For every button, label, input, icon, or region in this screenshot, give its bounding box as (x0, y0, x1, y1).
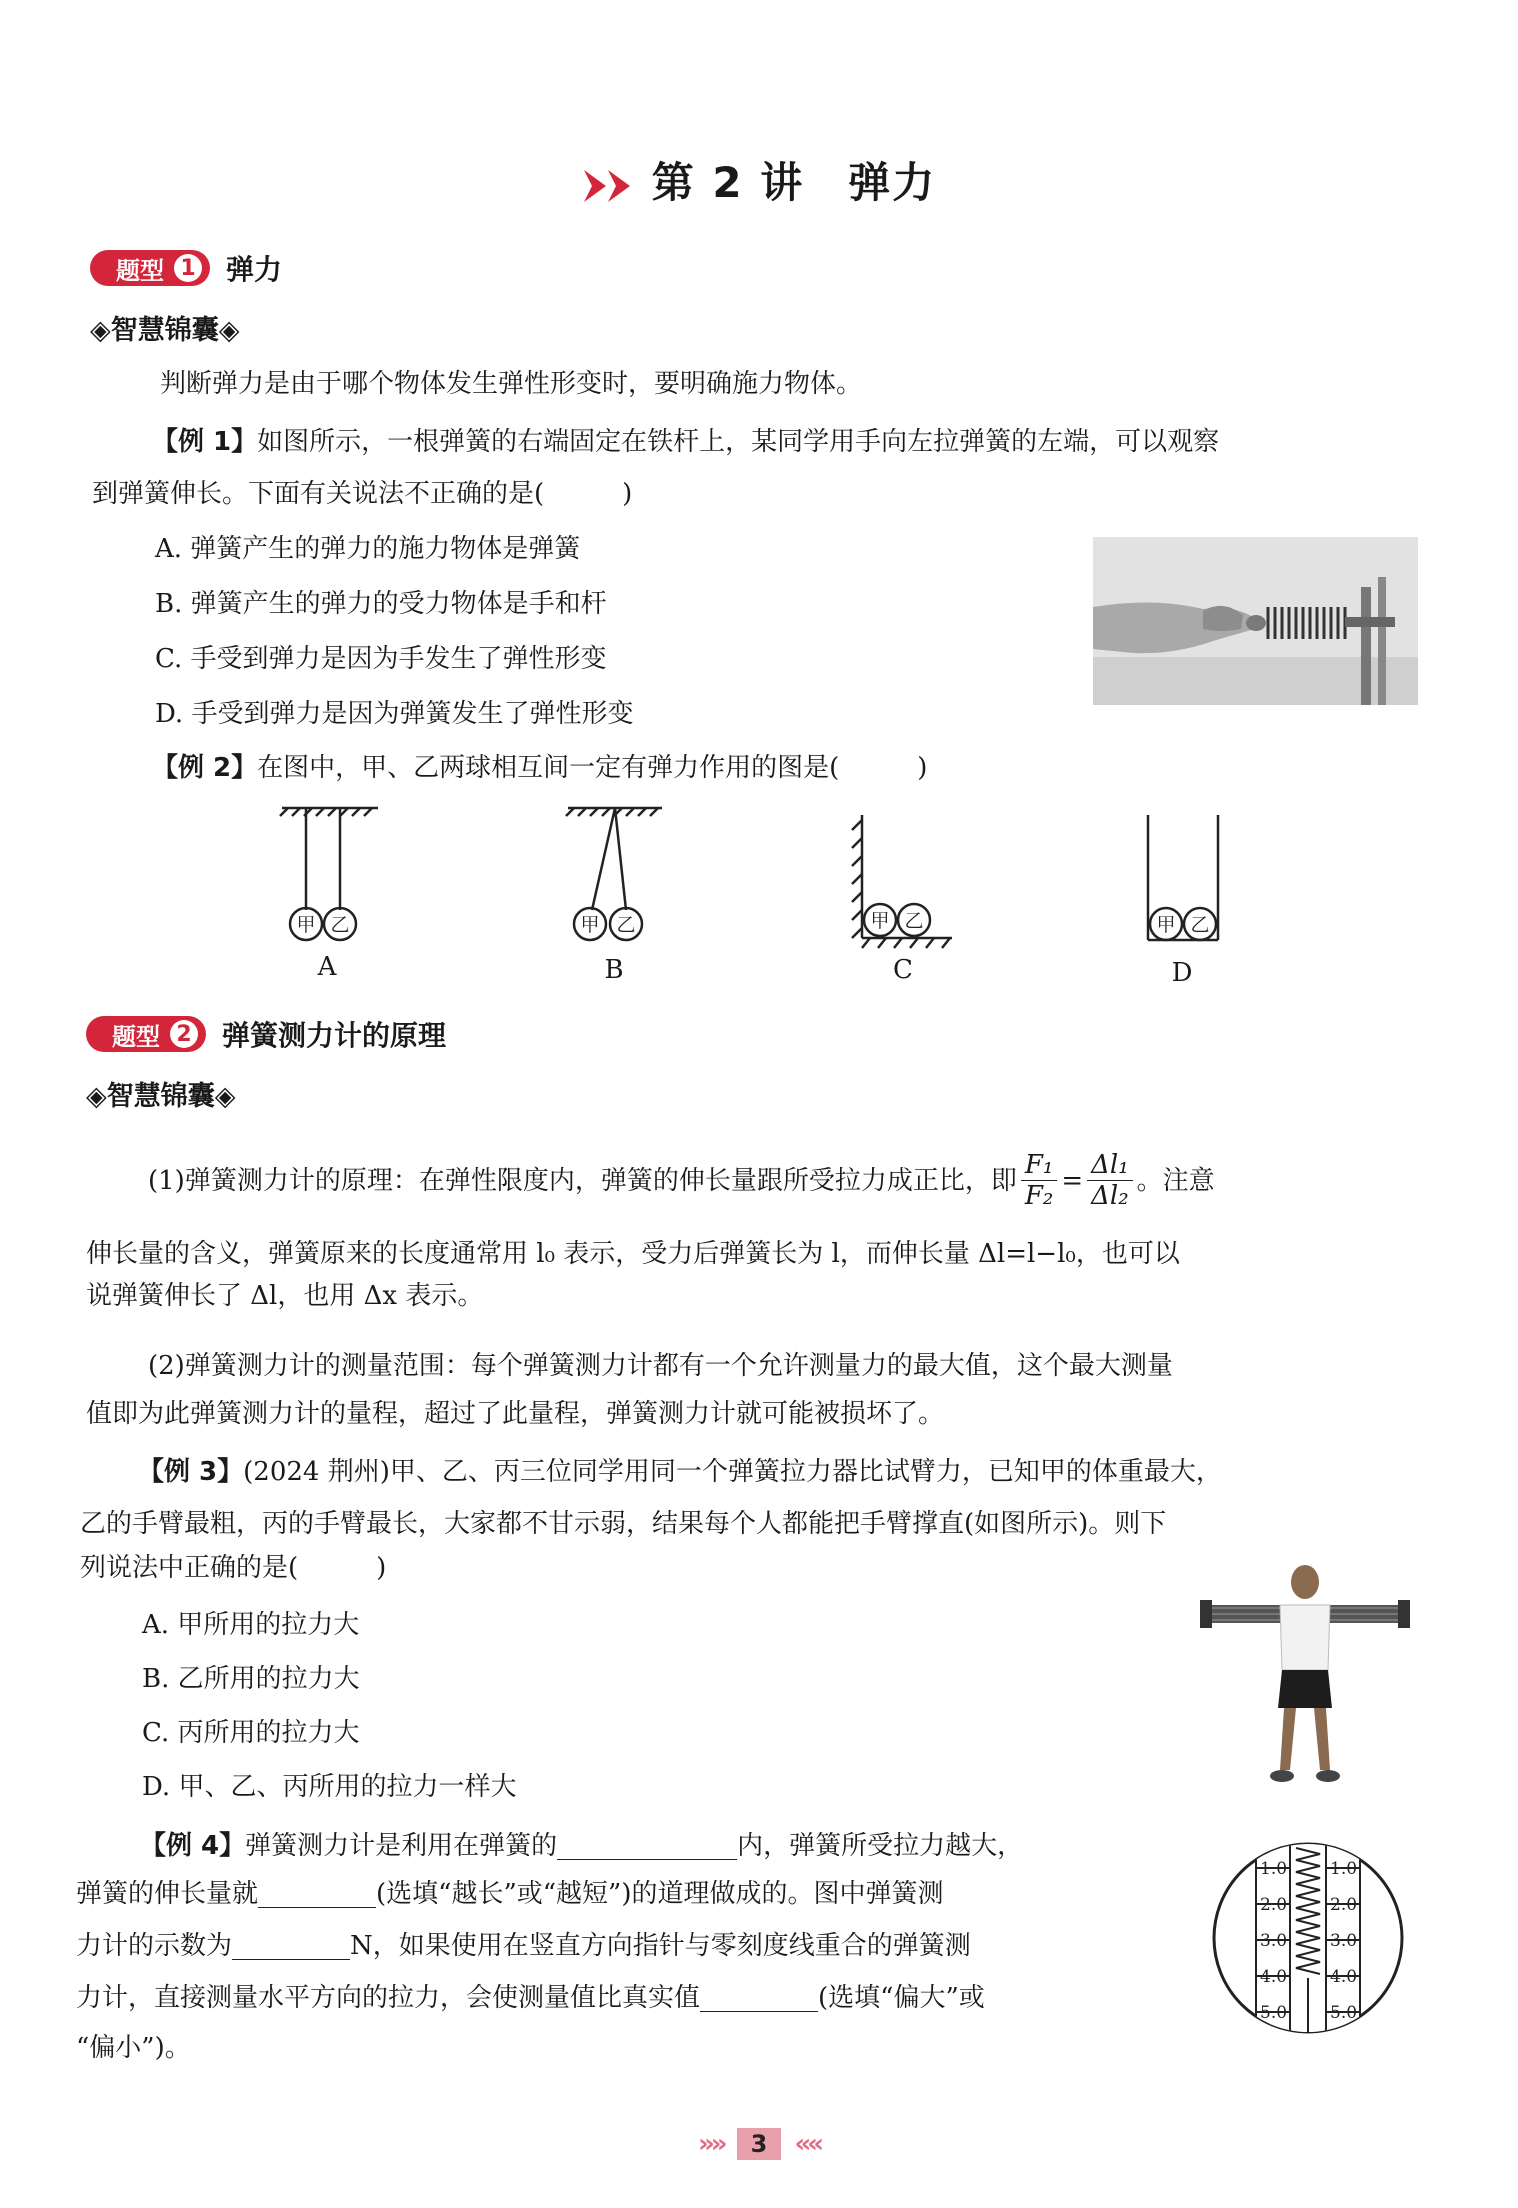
section-title: 弹力 (226, 253, 283, 286)
principle-text: (1)弹簧测力计的原理：在弹性限度内，弹簧的伸长量跟所受拉力成正比，即 (148, 1165, 1017, 1196)
example-text: (2024 荆州)甲、乙、丙三位同学用同一个弹簧拉力器比试臂力，已知甲的体重最大， (243, 1457, 1222, 1487)
page-title (0, 150, 1518, 210)
section-title: 弹簧测力计的原理 (222, 1019, 447, 1052)
ball-label: 甲 (870, 910, 890, 932)
example-label: 【例 4】 (140, 1831, 246, 1861)
example-text: 内，弹簧所受拉力越大， (737, 1831, 1024, 1861)
ball-figures (270, 800, 1270, 950)
example-text: (选填“越长”或“越短”)的道理做成的。图中弹簧测 (376, 1879, 944, 1909)
scale-tick-label: 2.0 (1330, 1895, 1358, 1915)
answer-blank-1[interactable] (557, 1835, 737, 1860)
range-line-2: 值即为此弹簧测力计的量程，超过了此量程，弹簧测力计就可能被损坏了。 (86, 1399, 945, 1429)
section-badge (86, 1016, 206, 1052)
principle-line-2: 伸长量的含义，弹簧原来的长度通常用 l₀ 表示，受力后弹簧长为 l，而伸长量 Δl=l−l₀，也可以 (86, 1239, 1180, 1269)
fraction-numerator: F₁ (1021, 1150, 1057, 1181)
scale-tick-label: 3.0 (1330, 1931, 1358, 1951)
badge-number: 1 (174, 254, 202, 282)
example-3-line-3: 列说法中正确的是( ) (80, 1553, 387, 1583)
tips-title: ◈智慧锦囊◈ (86, 1081, 236, 1112)
badge-number: 2 (170, 1020, 198, 1048)
example-text: 如图所示，一根弹簧的右端固定在铁杆上，某同学用手向左拉弹簧的左端，可以观察 (257, 427, 1220, 457)
title-text: 第 2 讲 弹力 (651, 158, 937, 207)
spring-scale-figure (1208, 1838, 1408, 2038)
scale-tick-label: 5.0 (1330, 2003, 1358, 2023)
example-label: 【例 2】 (152, 753, 258, 783)
double-arrow-icon (582, 166, 638, 206)
ball-label: 乙 (616, 914, 636, 936)
scale-tick-label: 5.0 (1260, 2003, 1288, 2023)
example-4-line-3 (76, 1922, 971, 1970)
example-text: 力计的示数为 (76, 1931, 233, 1961)
scale-tick-label: 1.0 (1330, 1859, 1358, 1879)
example-1-line-2: 到弹簧伸长。下面有关说法不正确的是( ) (92, 479, 633, 509)
scale-tick-label: 4.0 (1330, 1967, 1358, 1987)
option-b: B. 乙所用的拉力大 (142, 1664, 360, 1694)
fraction-numerator: Δl₁ (1087, 1150, 1133, 1181)
principle-line-1 (148, 1150, 1215, 1211)
principle-line-3: 说弹簧伸长了 Δl，也用 Δx 表示。 (86, 1281, 484, 1311)
answer-blank-3[interactable] (232, 1935, 350, 1960)
option-d: D. 甲、乙、丙所用的拉力一样大 (142, 1772, 517, 1802)
option-d: D. 手受到弹力是因为弹簧发生了弹性形变 (155, 699, 634, 729)
example-2-line (152, 744, 927, 792)
fraction-extension (1087, 1150, 1133, 1211)
figure-label-c: C (893, 955, 913, 985)
tips-title: ◈智慧锦囊◈ (90, 315, 240, 346)
badge-label: 题型 (112, 1022, 160, 1051)
example-text: 弹簧测力计是利用在弹簧的 (245, 1831, 558, 1861)
example-4-line-1 (140, 1822, 1023, 1870)
page-number: 3 (737, 2128, 782, 2160)
example-4-line-5: “偏小”)。 (76, 2033, 191, 2063)
scale-tick-label: 2.0 (1260, 1895, 1288, 1915)
fraction-denominator: F₂ (1024, 1181, 1054, 1211)
scale-tick-label: 1.0 (1260, 1859, 1288, 1879)
chevron-right-icon: »» (697, 2129, 724, 2159)
section-heading-1 (90, 248, 282, 288)
example-label: 【例 3】 (138, 1457, 244, 1487)
figure-label-b: B (604, 955, 624, 985)
scale-tick-label: 3.0 (1260, 1931, 1288, 1951)
example-text: 在图中，甲、乙两球相互间一定有弹力作用的图是( ) (257, 753, 928, 783)
answer-blank-2[interactable] (258, 1883, 376, 1908)
option-a: A. 弹簧产生的弹力的施力物体是弹簧 (155, 534, 581, 564)
principle-text: 。注意 (1136, 1165, 1215, 1196)
hand-spring-photo (1093, 537, 1418, 705)
example-4-line-2 (76, 1870, 943, 1918)
example-3-line-2: 乙的手臂最粗，丙的手臂最长，大家都不甘示弱，结果每个人都能把手臂撑直(如图所示)。则下 (80, 1509, 1167, 1539)
example-3-line-1 (138, 1448, 1222, 1496)
ball-label: 甲 (580, 914, 600, 936)
example-text: 力计，直接测量水平方向的拉力，会使测量值比真实值 (76, 1983, 701, 2013)
scale-tick-label: 4.0 (1260, 1967, 1288, 1987)
figure-label-a: A (317, 952, 337, 982)
ball-label: 甲 (296, 914, 316, 936)
badge-label: 题型 (116, 256, 164, 285)
chevron-left-icon: «« (794, 2129, 821, 2159)
section-heading-2 (86, 1014, 446, 1054)
ball-label: 乙 (1190, 914, 1210, 936)
option-c: C. 丙所用的拉力大 (142, 1718, 360, 1748)
example-4-line-4 (76, 1974, 985, 2022)
ball-label: 甲 (1156, 914, 1176, 936)
range-line-1: (2)弹簧测力计的测量范围：每个弹簧测力计都有一个允许测量力的最大值，这个最大测量 (148, 1351, 1173, 1381)
chest-expander-photo (1200, 1560, 1410, 1790)
tips-text: 判断弹力是由于哪个物体发生弹性形变时，要明确施力物体。 (160, 369, 863, 399)
page-footer (0, 2128, 1518, 2160)
answer-blank-4[interactable] (700, 1987, 818, 2012)
section-badge (90, 250, 210, 286)
fraction-force (1021, 1150, 1057, 1211)
option-a: A. 甲所用的拉力大 (142, 1610, 360, 1640)
ball-label: 乙 (330, 914, 350, 936)
example-text: 弹簧的伸长量就 (76, 1879, 259, 1909)
example-text: N，如果使用在竖直方向指针与零刻度线重合的弹簧测 (350, 1931, 971, 1961)
fraction-denominator: Δl₂ (1091, 1181, 1129, 1211)
example-1-line-1 (152, 418, 1432, 466)
option-c: C. 手受到弹力是因为手发生了弹性形变 (155, 644, 607, 674)
figure-label-d: D (1171, 958, 1193, 988)
example-label: 【例 1】 (152, 427, 258, 457)
example-text: (选填“偏大”或 (818, 1983, 985, 2013)
ball-label: 乙 (904, 910, 924, 932)
option-b: B. 弹簧产生的弹力的受力物体是手和杆 (155, 589, 607, 619)
equals-sign: = (1061, 1165, 1084, 1196)
